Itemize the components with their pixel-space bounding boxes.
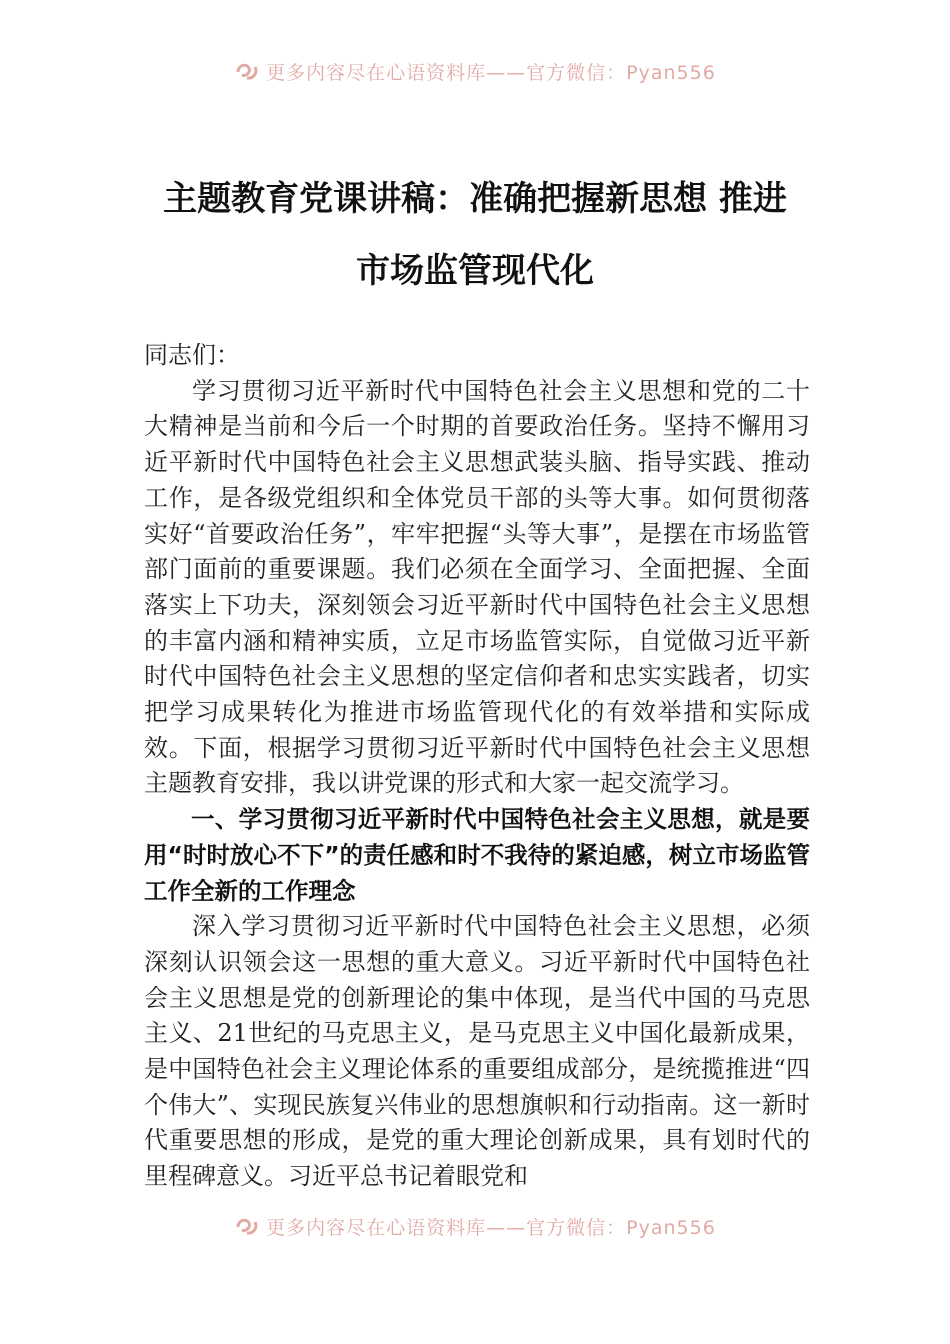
watermark-footer <box>0 1211 950 1241</box>
salutation: 同志们： <box>144 341 240 369</box>
document-title-line2: 市场监管现代化 <box>356 251 594 291</box>
document-title-line1: 主题教育党课讲稿：准确把握新思想 推进 <box>163 179 787 219</box>
section-heading-1: 一、学习贯彻习近平新时代中国特色社会主义思想，就是要用“时时放心不下”的责任感和时不我待的紧迫感，树立市场监管工作全新的工作理念 <box>144 805 810 905</box>
watermark-text: 更多内容尽在心语资料库——官方微信：Pyan556 <box>266 61 716 84</box>
paragraph-section-1: 深入学习贯彻习近平新时代中国特色社会主义思想，必须深刻认识领会这一思想的重大意义。习近平新时代中国特色社会主义思想是党的创新理论的集中体现，是当代中国的马克思主义、21世纪的马克思主义，是马克思主义中国化最新成果，是中国特色社会主义理论体系的重要组成部分，是统揽推进“四个伟大”、实现民族复兴伟业的思想旗帜和行动指南。这一新时代重要思想的形成，是党的重大理论创新成果，具有划时代的里程碑意义。习近平总书记着眼党和 <box>144 912 810 1191</box>
watermark-text: 更多内容尽在心语资料库——官方微信：Pyan556 <box>266 1216 716 1239</box>
logo-icon <box>234 60 260 82</box>
paragraph-intro: 学习贯彻习近平新时代中国特色社会主义思想和党的二十大精神是当前和今后一个时期的首要政治任务。坚持不懈用习近平新时代中国特色社会主义思想武装头脑、指导实践、推动工作，是各级党组织和全体党员干部的头等大事。如何贯彻落实好“首要政治任务”，牢牢把握“头等大事”，是摆在市场监管部门面前的重要课题。我们必须在全面学习、全面把握、全面落实上下功夫，深刻领会习近平新时代中国特色社会主义思想的丰富内涵和精神实质，立足市场监管实际，自觉做习近平新时代中国特色社会主义思想的坚定信仰者和忠实实践者，切实把学习成果转化为推进市场监管现代化的有效举措和实际成效。下面，根据学习贯彻习近平新时代中国特色社会主义思想主题教育安排，我以讲党课的形式和大家一起交流学习。 <box>144 376 810 798</box>
logo-icon <box>234 1215 260 1237</box>
watermark-header <box>0 56 950 86</box>
document-body <box>144 338 810 1195</box>
